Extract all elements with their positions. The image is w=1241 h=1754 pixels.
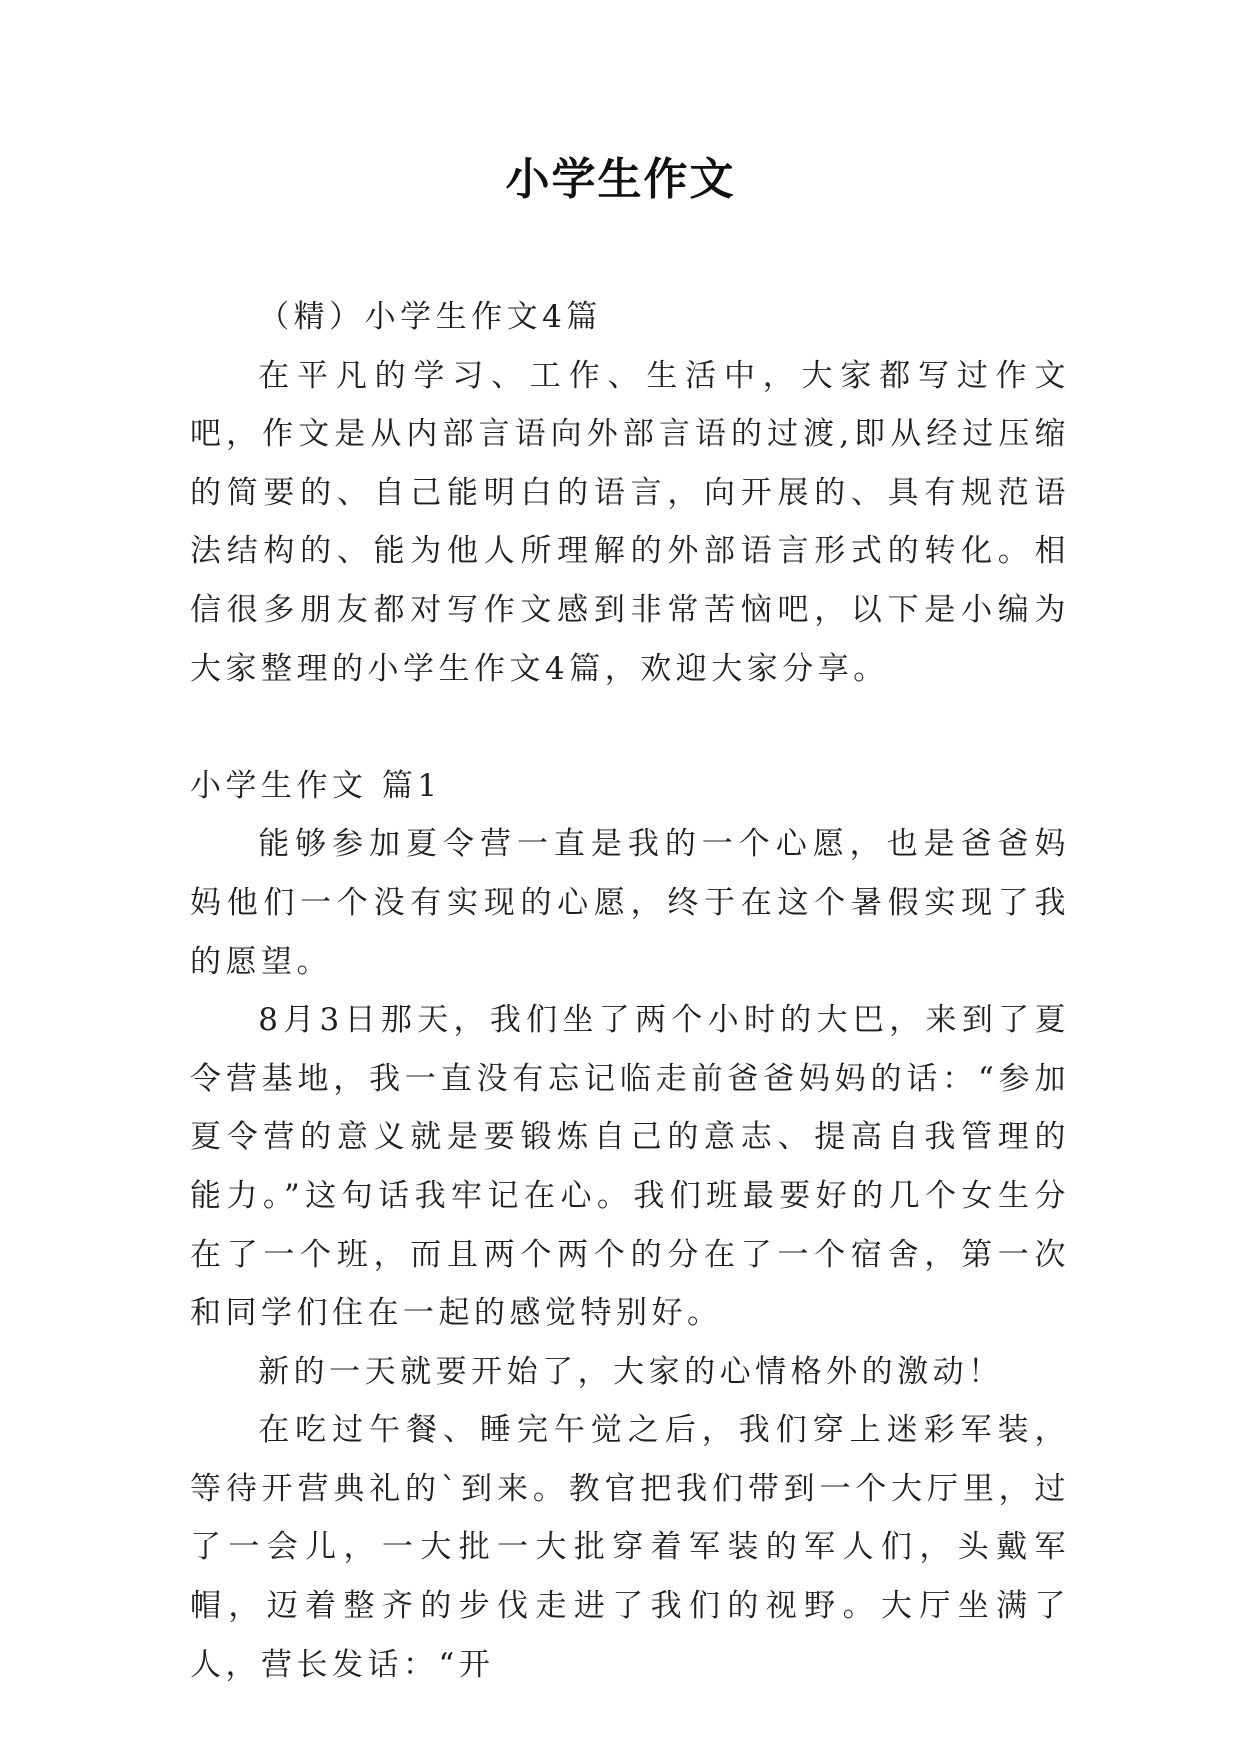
body-paragraph-2: 8月3日那天，我们坐了两个小时的大巴，来到了夏令营基地，我一直没有忘记临走前爸爸妈妈的话：“参加夏令营的意义就是要锻炼自己的意志、提高自我管理的能力。”这句话我牢记在心。我们班最要好的几个女生分在了一个班，而且两个两个的分在了一个宿舍，第一次和同学们住在一起的感觉特别好。	[190, 1002, 1070, 1332]
section-heading: 小学生作文 篇1	[190, 767, 442, 804]
document-body	[190, 288, 1070, 1694]
document-subtitle: （精）小学生作文4篇	[258, 299, 602, 335]
intro-paragraph: 在平凡的学习、工作、生活中，大家都写过作文吧，作文是从内部言语向外部言语的过渡,即从经过压缩的简要的、自己能明白的语言，向开展的、具有规范语法结构的、能为他人所理解的外部语言形式的转化。相信很多朋友都对写作文感到非常苦恼吧，以下是小编为大家整理的小学生作文4篇，欢迎大家分享。	[190, 357, 1070, 687]
body-paragraph-4: 在吃过午餐、睡完午觉之后，我们穿上迷彩军装，等待开营典礼的`到来。教官把我们带到一个大厅里，过了一会儿，一大批一大批穿着军装的军人们，头戴军帽，迈着整齐的步伐走进了我们的视野。大厅坐满了人，营长发话：“开	[190, 1412, 1070, 1683]
paragraph-spacer	[190, 698, 1070, 757]
body-paragraph-3: 新的一天就要开始了，大家的心情格外的激动！	[258, 1353, 1004, 1390]
body-paragraph-1: 能够参加夏令营一直是我的一个心愿，也是爸爸妈妈他们一个没有实现的心愿，终于在这个暑假实现了我的愿望。	[190, 826, 1070, 980]
document-title: 小学生作文	[505, 154, 736, 205]
